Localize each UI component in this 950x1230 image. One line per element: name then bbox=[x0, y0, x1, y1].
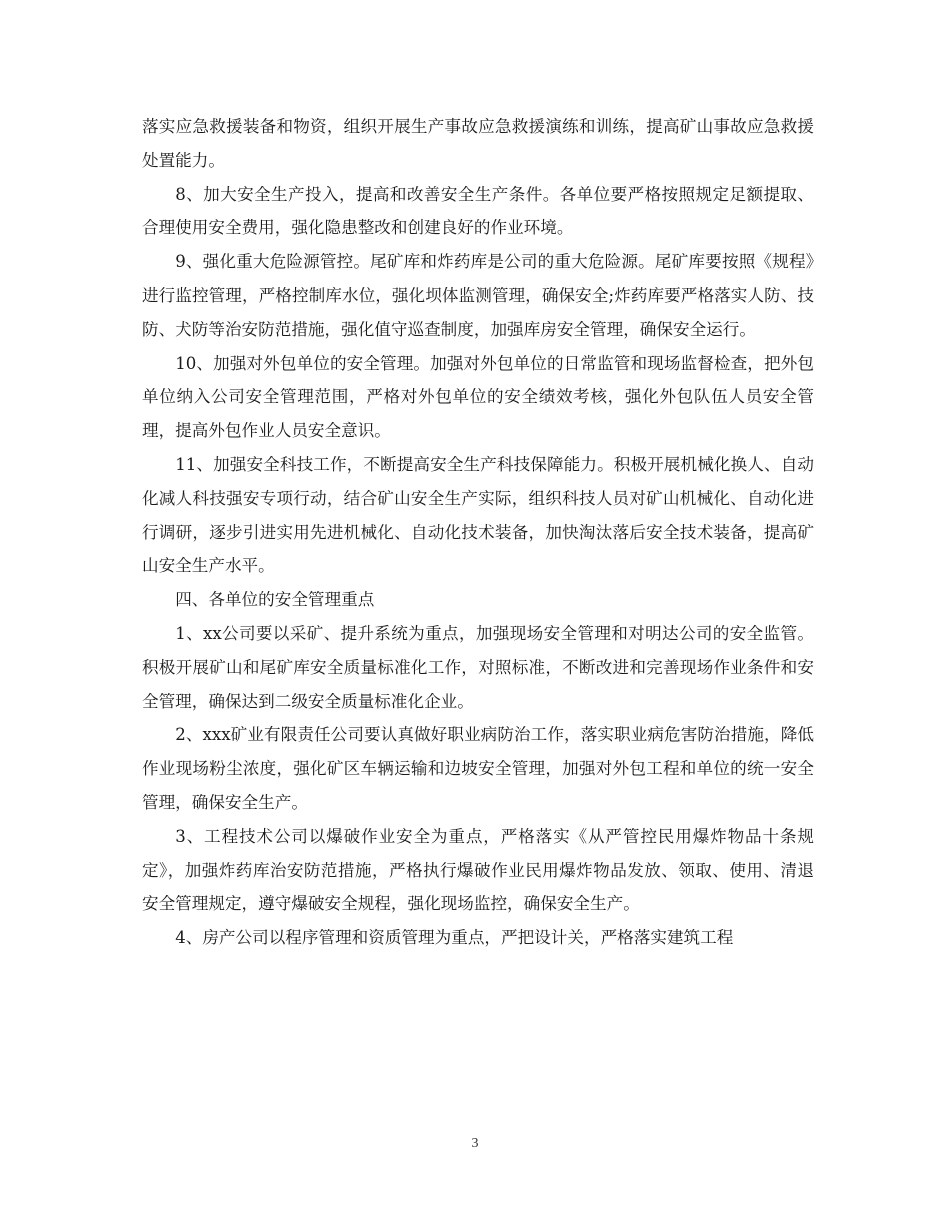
paragraph-item-10: 10、加强对外包单位的安全管理。加强对外包单位的日常监管和现场监督检查，把外包单位纳入公司安全管理范围，严格对外包单位的安全绩效考核，强化外包队伍人员安全管理，提高外包作业人员安全意识。 bbox=[142, 353, 814, 441]
paragraph-unit-3: 3、工程技术公司以爆破作业安全为重点，严格落实《从严管控民用爆炸物品十条规定》，加强炸药库治安防范措施，严格执行爆破作业民用爆炸物品发放、领取、使用、清退安全管理规定，遵守爆破安全规程，强化现场监控，确保安全生产。 bbox=[142, 826, 814, 914]
page-number: 3 bbox=[471, 1136, 479, 1151]
paragraph-item-9: 9、强化重大危险源管控。尾矿库和炸药库是公司的重大危险源。尾矿库要按照《规程》进行监控管理，严格控制库水位，强化坝体监测管理，确保安全;炸药库要严格落实人防、技防、犬防等治安防范措施，强化值守巡查制度，加强库房安全管理，确保安全运行。 bbox=[142, 252, 814, 339]
paragraph-unit-2: 2、xxx矿业有限责任公司要认真做好职业病防治工作，落实职业病危害防治措施，降低作业现场粉尘浓度，强化矿区车辆运输和边坡安全管理，加强对外包工程和单位的统一安全管理，确保安全生产。 bbox=[142, 725, 814, 812]
paragraph-unit-1: 1、xx公司要以采矿、提升系统为重点，加强现场安全管理和对明达公司的安全监管。积极开展矿山和尾矿库安全质量标准化工作，对照标准，不断改进和完善现场作业条件和安全管理，确保达到二级安全质量标准化企业。 bbox=[142, 623, 814, 711]
paragraph-unit-4: 4、房产公司以程序管理和资质管理为重点，严把设计关，严格落实建筑工程 bbox=[175, 928, 734, 948]
document-body bbox=[142, 110, 814, 955]
section-heading-4: 四、各单位的安全管理重点 bbox=[175, 590, 375, 610]
paragraph-continuation: 落实应急救援装备和物资，组织开展生产事故应急救援演练和训练，提高矿山事故应急救援处置能力。 bbox=[142, 117, 814, 170]
paragraph-item-11: 11、加强安全科技工作，不断提高安全生产科技保障能力。积极开展机械化换人、自动化减人科技强安专项行动，结合矿山安全生产实际，组织科技人员对矿山机械化、自动化进行调研，逐步引进实用先进机械化、自动化技术装备，加快淘汰落后安全技术装备，提高矿山安全生产水平。 bbox=[142, 454, 814, 576]
paragraph-item-8: 8、加大安全生产投入，提高和改善安全生产条件。各单位要严格按照规定足额提取、合理使用安全费用，强化隐患整改和创建良好的作业环境。 bbox=[142, 184, 814, 238]
